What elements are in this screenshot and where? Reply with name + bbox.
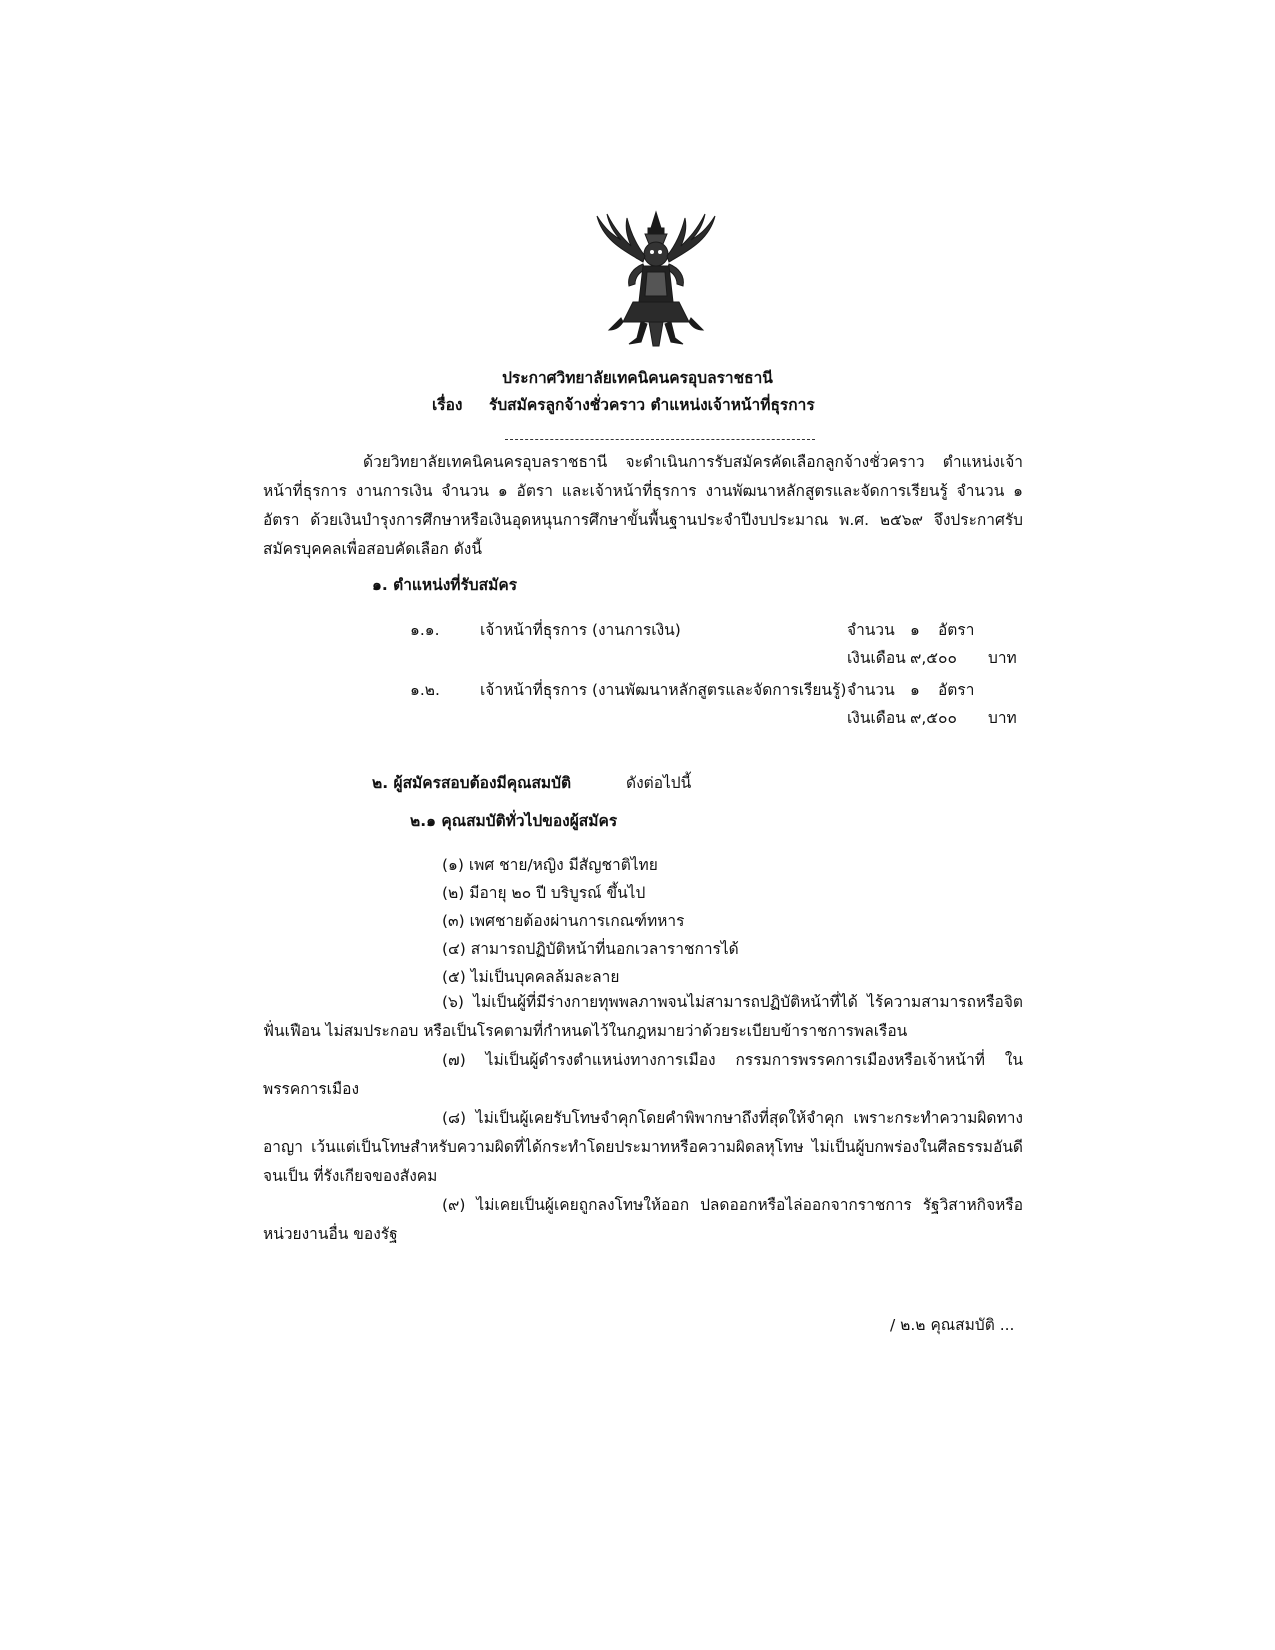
section1-heading: ๑. ตำแหน่งที่รับสมัคร bbox=[372, 576, 518, 594]
intro-paragraph: ด้วยวิทยาลัยเทคนิคนครอุบลราชธานี จะดำเนินการรับสมัครคัดเลือกลูกจ้างชั่วคราว ตำแหน่งเจ้าหน้าที่ธุรการ งานการเงิน จำนวน ๑ อัตรา และเจ้าหน้าที่ธุรการ งานพัฒนาหลักสูตรและจัดการเรียนรู้ จำนวน ๑ อัตรา ด้วยเงินบำรุงการศึกษาหรือเงินอุดหนุนการศึกษาขั้นพื้นฐานประจำปีงบประมาณ พ.ศ. ๒๕๖๙ จึงประกาศรับสมัครบุคคลเพื่อสอบคัดเลือก ดังนี้ bbox=[263, 453, 1023, 558]
position-count: ๑ bbox=[910, 681, 920, 699]
title-divider bbox=[505, 439, 815, 440]
qualification-item: (๓) เพศชายต้องผ่านการเกณฑ์ทหาร bbox=[442, 912, 685, 930]
section2-heading: ๒. ผู้สมัครสอบต้องมีคุณสมบัติ bbox=[372, 774, 572, 792]
qualification-item: (๙) ไม่เคยเป็นผู้เคยถูกลงโทษให้ออก ปลดออกหรือไล่ออกจากราชการ รัฐวิสาหกิจหรือหน่วยงานอื่น ของรัฐ bbox=[263, 1196, 1023, 1243]
position-salary: ๙,๕๐๐ bbox=[910, 709, 957, 727]
position-number: ๑.๒. bbox=[410, 681, 440, 699]
position-count-label: จำนวน bbox=[847, 621, 895, 639]
qualification-item: (๖) ไม่เป็นผู้ที่มีร่างกายทุพพลภาพจนไม่สามารถปฏิบัติหน้าที่ได้ ไร้ความสามารถหรือจิตฟั่นเฟือน ไม่สมประกอบ หรือเป็นโรคตามที่กำหนดไว้ในกฎหมายว่าด้วยระเบียบข้าราชการพลเรือน bbox=[263, 993, 1023, 1040]
continuation-marker: / ๒.๒ คุณสมบัติ ... bbox=[890, 1316, 1015, 1334]
position-count-unit: อัตรา bbox=[938, 681, 975, 699]
qualification-item: (๕) ไม่เป็นบุคคลล้มละลาย bbox=[442, 968, 620, 986]
position-salary: ๙,๕๐๐ bbox=[910, 649, 957, 667]
qualification-item: (๘) ไม่เป็นผู้เคยรับโทษจำคุกโดยคำพิพากษาถึงที่สุดให้จำคุก เพราะกระทำความผิดทางอาญา เว้นแต่เป็นโทษสำหรับความผิดที่ได้กระทำโดยประมาทหรือความผิดลหุโทษ ไม่เป็นผู้บกพร่องในศีลธรรมอันดีจนเป็น ที่รังเกียจของสังคม bbox=[263, 1109, 1023, 1185]
position-number: ๑.๑. bbox=[410, 621, 440, 639]
garuda-emblem-icon bbox=[593, 210, 719, 350]
document-title: ประกาศวิทยาลัยเทคนิคนครอุบลราชธานี bbox=[502, 369, 773, 387]
position-title: เจ้าหน้าที่ธุรการ (งานพัฒนาหลักสูตรและจัดการเรียนรู้) bbox=[480, 681, 847, 699]
position-title: เจ้าหน้าที่ธุรการ (งานการเงิน) bbox=[480, 621, 681, 639]
qualification-item: (๗) ไม่เป็นผู้ดำรงตำแหน่งทางการเมือง กรรมการพรรคการเมืองหรือเจ้าหน้าที่ ในพรรคการเมือง bbox=[263, 1051, 1023, 1098]
position-salary-label: เงินเดือน bbox=[847, 649, 906, 667]
position-count-label: จำนวน bbox=[847, 681, 895, 699]
qualification-item: (๔) สามารถปฏิบัติหน้าที่นอกเวลาราชการได้ bbox=[442, 940, 739, 958]
subject-label: เรื่อง bbox=[432, 396, 463, 414]
qualification-item: (๒) มีอายุ ๒๐ ปี บริบูรณ์ ขึ้นไป bbox=[442, 884, 646, 902]
section2-subheading: ๒.๑ คุณสมบัติทั่วไปของผู้สมัคร bbox=[410, 812, 618, 830]
position-salary-label: เงินเดือน bbox=[847, 709, 906, 727]
section2-heading-suffix: ดังต่อไปนี้ bbox=[626, 774, 692, 792]
position-count-unit: อัตรา bbox=[938, 621, 975, 639]
qualification-item: (๑) เพศ ชาย/หญิง มีสัญชาติไทย bbox=[442, 856, 658, 874]
position-salary-unit: บาท bbox=[988, 649, 1017, 667]
subject-text: รับสมัครลูกจ้างชั่วคราว ตำแหน่งเจ้าหน้าที่ธุรการ bbox=[489, 396, 815, 414]
position-count: ๑ bbox=[910, 621, 920, 639]
position-salary-unit: บาท bbox=[988, 709, 1017, 727]
